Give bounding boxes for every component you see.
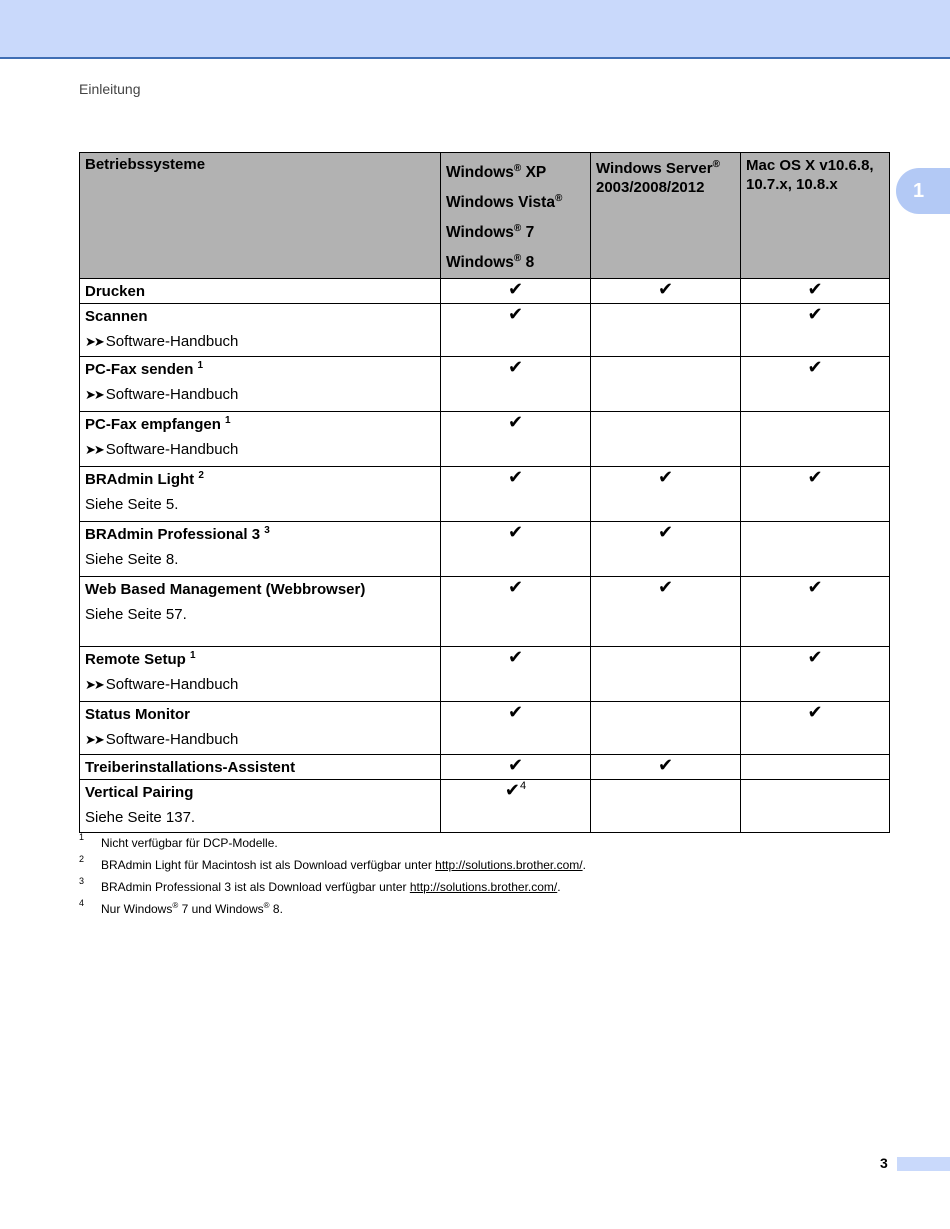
feature-title: BRAdmin Professional 3 $^3$ bbox=[85, 525, 270, 543]
feature-title: Status Monitor bbox=[85, 706, 190, 723]
checkmark-icon: ✔ bbox=[657, 577, 674, 597]
section-title: Einleitung bbox=[79, 81, 141, 97]
footnote-ref: 4 bbox=[519, 780, 527, 792]
table-row bbox=[80, 647, 890, 702]
feature-cell bbox=[80, 577, 441, 647]
support-server-cell bbox=[591, 647, 741, 702]
feature-title: Web Based Management (Webbrowser) bbox=[85, 581, 366, 598]
feature-cell bbox=[80, 522, 441, 577]
feature-cell bbox=[80, 780, 441, 833]
handbook-reference: ➤➤ Software-Handbuch bbox=[85, 333, 239, 350]
handbook-reference: ➤➤ Software-Handbuch bbox=[85, 441, 239, 458]
windows-7-label: Windows® 7 bbox=[446, 222, 535, 241]
support-server-cell bbox=[591, 755, 741, 780]
support-windows-cell bbox=[441, 577, 591, 647]
support-server-cell bbox=[591, 279, 741, 304]
table-row bbox=[80, 522, 890, 577]
checkmark-icon: ✔ bbox=[657, 279, 674, 299]
support-server-cell bbox=[591, 780, 741, 833]
os-header-label: Betriebssysteme bbox=[85, 156, 206, 173]
footer-band bbox=[897, 1157, 950, 1171]
table-row bbox=[80, 412, 890, 467]
support-windows-cell bbox=[441, 755, 591, 780]
feature-title: Treiberinstallations-Assistent bbox=[85, 759, 296, 776]
checkmark-icon: ✔ bbox=[807, 304, 823, 324]
header-band bbox=[0, 0, 950, 59]
checkmark-icon: ✔ bbox=[504, 780, 520, 800]
os-compatibility-table bbox=[79, 152, 890, 833]
support-mac-cell bbox=[741, 755, 890, 780]
support-server-cell bbox=[591, 467, 741, 522]
checkmark-icon: ✔ bbox=[657, 755, 674, 775]
table-row bbox=[80, 357, 890, 412]
handbook-reference: ➤➤ Software-Handbuch bbox=[85, 731, 239, 748]
support-mac-cell bbox=[741, 577, 890, 647]
table-row bbox=[80, 279, 890, 304]
checkmark-icon: ✔ bbox=[507, 412, 524, 432]
table-row bbox=[80, 755, 890, 780]
support-windows-cell bbox=[441, 780, 591, 833]
table-row bbox=[80, 702, 890, 755]
feature-title: BRAdmin Light $^2$ bbox=[85, 470, 204, 488]
checkmark-icon: ✔ bbox=[507, 522, 524, 542]
column-header-os bbox=[80, 153, 441, 279]
table-row bbox=[80, 467, 890, 522]
feature-cell bbox=[80, 304, 441, 357]
feature-title: PC-Fax senden $^1$ bbox=[85, 360, 204, 378]
double-arrow-icon: ➤➤ bbox=[85, 334, 103, 349]
checkmark-icon: ✔ bbox=[507, 647, 524, 667]
page-number: 3 bbox=[880, 1155, 888, 1171]
feature-cell bbox=[80, 702, 441, 755]
support-windows-cell bbox=[441, 467, 591, 522]
checkmark-icon: ✔ bbox=[507, 577, 524, 597]
double-arrow-icon: ➤➤ bbox=[85, 387, 103, 402]
footnote-ref: 1 bbox=[225, 415, 231, 426]
support-windows-cell bbox=[441, 522, 591, 577]
handbook-reference: ➤➤ Software-Handbuch bbox=[85, 676, 239, 693]
support-windows-cell bbox=[441, 647, 591, 702]
support-mac-cell bbox=[741, 467, 890, 522]
mac-label: Mac OS X v10.6.8, 10.7.x, 10.8.x bbox=[746, 157, 874, 193]
checkmark-icon: ✔ bbox=[507, 279, 524, 299]
column-header-mac bbox=[741, 153, 890, 279]
checkmark-icon: ✔ bbox=[507, 467, 524, 487]
support-server-cell bbox=[591, 412, 741, 467]
checkmark-icon: ✔ bbox=[807, 279, 823, 299]
column-header-server: Windows Server® 2003/2008/2012 bbox=[591, 153, 741, 279]
solutions-link[interactable]: http://solutions.brother.com/ bbox=[409, 880, 558, 894]
footnote-number: 2 bbox=[79, 854, 85, 864]
checkmark-icon: ✔ bbox=[657, 467, 674, 487]
support-mac-cell bbox=[741, 304, 890, 357]
footnote-text: BRAdmin Light für Macintosh ist als Download verfügbar unter http://solutions.brother.com/. bbox=[101, 858, 586, 872]
checkmark-icon: ✔ bbox=[507, 702, 524, 722]
support-windows-cell bbox=[441, 304, 591, 357]
footnote-ref: 3 bbox=[264, 525, 270, 536]
support-server-cell bbox=[591, 702, 741, 755]
server-versions: 2003/2008/2012 bbox=[596, 179, 705, 196]
page-reference: Siehe Seite 5. bbox=[85, 496, 179, 513]
handbook-reference: ➤➤ Software-Handbuch bbox=[85, 386, 239, 403]
support-mac-cell bbox=[741, 412, 890, 467]
double-arrow-icon: ➤➤ bbox=[85, 442, 103, 457]
checkmark-icon: ✔ bbox=[807, 467, 823, 487]
feature-cell bbox=[80, 467, 441, 522]
footnote-number: 4 bbox=[79, 898, 85, 908]
solutions-link[interactable]: http://solutions.brother.com/ bbox=[435, 858, 583, 872]
support-windows-cell bbox=[441, 412, 591, 467]
support-windows-cell bbox=[441, 702, 591, 755]
checkmark-icon: ✔ bbox=[807, 647, 823, 667]
feature-title: Remote Setup $^1$ bbox=[85, 650, 196, 668]
windows-xp-label: Windows® XP bbox=[446, 162, 547, 181]
support-windows-cell bbox=[441, 279, 591, 304]
checkmark-icon: ✔ bbox=[507, 357, 524, 377]
support-mac-cell bbox=[741, 702, 890, 755]
checkmark-icon: ✔ bbox=[657, 522, 674, 542]
windows-vista-label: Windows Vista® bbox=[446, 192, 563, 211]
checkmark-icon: ✔ bbox=[507, 304, 524, 324]
table-header-row bbox=[80, 153, 890, 279]
page-reference: Siehe Seite 8. bbox=[85, 551, 179, 568]
feature-title: Drucken bbox=[85, 283, 146, 300]
support-server-cell bbox=[591, 304, 741, 357]
footnote-ref: 1 bbox=[197, 360, 204, 371]
footnote-ref: 1 bbox=[190, 650, 196, 661]
table-row bbox=[80, 304, 890, 357]
page-reference: Siehe Seite 57. bbox=[85, 606, 187, 623]
feature-cell bbox=[80, 412, 441, 467]
support-mac-cell bbox=[741, 647, 890, 702]
footnote-number: 3 bbox=[79, 876, 85, 886]
windows-8-label: Windows® 8 bbox=[446, 252, 535, 271]
feature-cell bbox=[80, 357, 441, 412]
feature-cell bbox=[80, 647, 441, 702]
chapter-tab[interactable]: 1 bbox=[896, 168, 950, 214]
server-label: Windows Server bbox=[596, 160, 713, 177]
support-mac-cell bbox=[741, 357, 890, 412]
footnote-number: 1 bbox=[79, 832, 85, 842]
page-reference: Siehe Seite 137. bbox=[85, 809, 196, 826]
footnote-text: Nicht verfügbar für DCP-Modelle. bbox=[101, 836, 278, 850]
feature-title: Scannen bbox=[85, 308, 148, 325]
support-mac-cell bbox=[741, 522, 890, 577]
feature-cell bbox=[80, 755, 441, 780]
support-server-cell bbox=[591, 522, 741, 577]
feature-title: PC-Fax empfangen $^1$ bbox=[85, 415, 231, 433]
footnote-text: Nur Windows® 7 und Windows® 8. bbox=[101, 901, 283, 916]
checkmark-icon: ✔ bbox=[807, 357, 823, 377]
support-server-cell bbox=[591, 577, 741, 647]
feature-cell bbox=[80, 279, 441, 304]
support-mac-cell bbox=[741, 279, 890, 304]
double-arrow-icon: ➤➤ bbox=[85, 677, 103, 692]
column-header-windows bbox=[441, 153, 591, 279]
checkmark-icon: ✔ bbox=[807, 577, 823, 597]
support-mac-cell bbox=[741, 780, 890, 833]
support-server-cell bbox=[591, 357, 741, 412]
feature-title: Vertical Pairing bbox=[85, 784, 194, 801]
table-row bbox=[80, 577, 890, 647]
footnote-ref: 2 bbox=[198, 470, 204, 481]
checkmark-icon: ✔ bbox=[507, 755, 524, 775]
footnote-text: BRAdmin Professional 3 ist als Download verfügbar unter http://solutions.brother.com/. bbox=[101, 880, 561, 894]
support-windows-cell bbox=[441, 357, 591, 412]
checkmark-icon: ✔ bbox=[807, 702, 823, 722]
double-arrow-icon: ➤➤ bbox=[85, 732, 103, 747]
table-row bbox=[80, 780, 890, 833]
